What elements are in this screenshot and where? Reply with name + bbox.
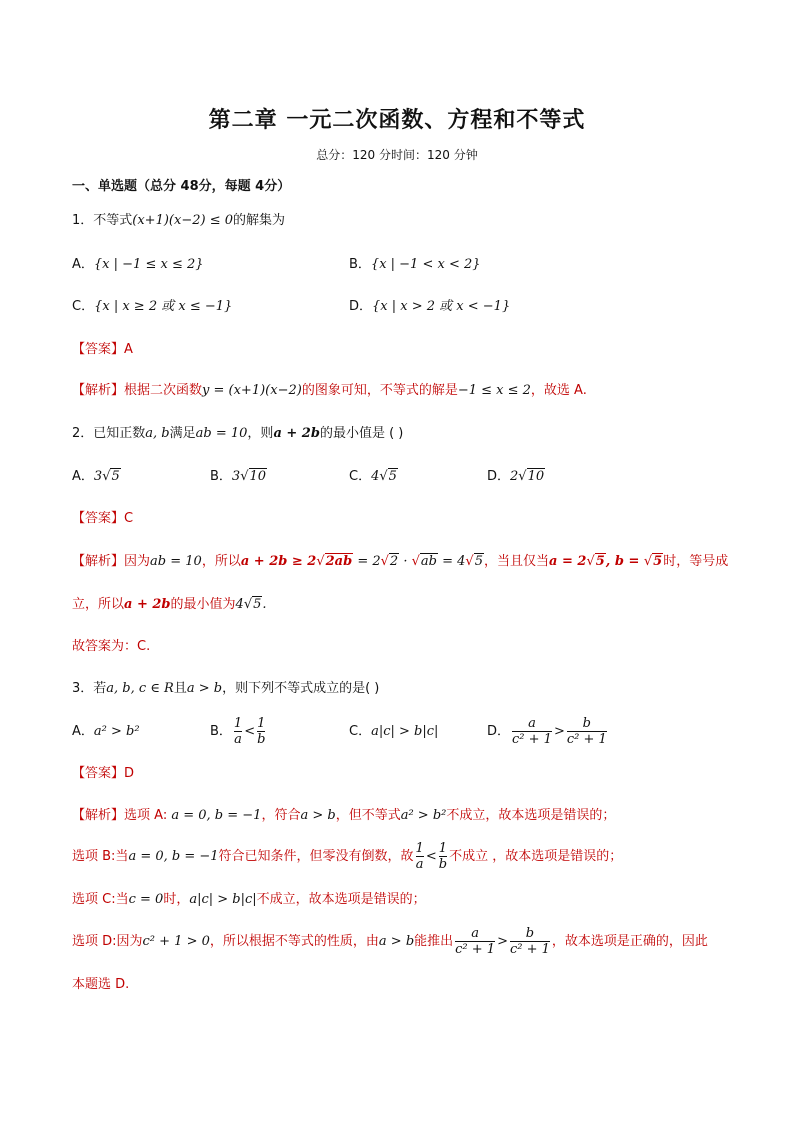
text: 选项 D:因为 <box>72 934 143 949</box>
text: 能推出 <box>414 934 454 949</box>
text: 因为 <box>124 554 151 569</box>
fraction <box>439 841 447 872</box>
analysis-label: 【解析】 <box>72 554 125 569</box>
numerator: 1 <box>257 716 266 731</box>
option-math: a² > b² <box>93 724 140 739</box>
q1-option-c <box>72 298 232 316</box>
option-label: A． <box>72 724 94 739</box>
numerator: 1 <box>233 716 243 731</box>
q3-analysis-d <box>72 922 708 962</box>
operator: < <box>425 849 437 864</box>
radicand: 10 <box>249 469 267 484</box>
denominator: a <box>234 732 242 747</box>
text: ，当且仅当 <box>484 554 550 569</box>
text: ，所以 <box>201 554 241 569</box>
option-label: B． <box>349 257 371 272</box>
option-label: A． <box>72 469 94 484</box>
math: a + 2b <box>273 426 320 441</box>
text: 不成立 ，故本选项是错误的； <box>449 849 623 864</box>
math: a, b, c ∈ R <box>106 681 174 696</box>
text: ，故本选项是正确的，因此 <box>551 934 708 949</box>
q2-option-c: C．4√5 <box>349 469 397 484</box>
answer-label: 【答案】 <box>72 766 125 781</box>
answer-value: D <box>124 766 135 781</box>
text: 3．若 <box>72 681 107 696</box>
math: . <box>262 597 267 612</box>
option-math: {x | −1 < x < 2} <box>370 257 481 272</box>
answer-label: 【答案】 <box>72 342 125 357</box>
q2-analysis-line1: 【解析】因为ab = 10，所以a + 2b ≥ 2√2ab = 2√2 · √ab = 4√5，当且仅当a = 2√5, b = √5时，等号成 <box>72 554 729 569</box>
math: a + 2b <box>124 597 171 612</box>
text: ，但不等式 <box>335 808 401 823</box>
numerator: a <box>471 926 479 941</box>
radicand: ab <box>420 554 437 569</box>
question-1 <box>72 212 285 230</box>
text: 不成立，故本选项是错误的； <box>256 892 426 907</box>
page-title: 第二章 一元二次函数、方程和不等式 <box>208 107 586 133</box>
q1-option-b <box>349 256 481 274</box>
math: −1 ≤ x ≤ 2 <box>457 383 531 398</box>
q1-prefix: 1．不等式 <box>72 213 133 228</box>
q2-conclusion: 故答案为：C. <box>72 639 151 654</box>
text: 2．已知正数 <box>72 426 146 441</box>
denominator: c² + 1 <box>566 732 607 747</box>
option-label: D． <box>487 724 511 739</box>
numerator: b <box>525 926 535 941</box>
option-math: a|c| > b|c| <box>371 724 439 739</box>
text: 不成立，故本选项是错误的； <box>446 808 616 823</box>
radicand: 5 <box>253 597 262 612</box>
text: 满足 <box>169 426 196 441</box>
math: a = 2 <box>549 554 587 569</box>
text: 选项 B:当 <box>72 849 129 864</box>
math: a = 0, b = −1 <box>171 808 262 823</box>
text: 且 <box>173 681 187 696</box>
fraction <box>567 716 607 747</box>
fraction <box>455 926 495 957</box>
option-label: C． <box>72 299 95 314</box>
coef: 3 <box>93 469 103 484</box>
q2-answer <box>72 510 133 528</box>
option-math: {x | x ≥ 2 或 x ≤ −1} <box>94 299 233 314</box>
denominator: c² + 1 <box>509 942 550 957</box>
fraction <box>510 926 550 957</box>
fraction <box>416 841 424 872</box>
coef: 4 <box>371 469 380 484</box>
text: 的最小值为 <box>170 597 236 612</box>
numerator: 1 <box>438 841 448 856</box>
math: · <box>399 554 412 569</box>
option-label: D． <box>349 299 373 314</box>
q1-analysis <box>72 382 587 400</box>
q3-option-b <box>210 712 267 752</box>
math: a|c| > b|c| <box>189 892 257 907</box>
q2-option-b: B．3√10 <box>210 469 267 484</box>
q3-option-d <box>487 712 609 752</box>
option-label: C． <box>349 724 372 739</box>
numerator: 1 <box>415 841 424 856</box>
q2-option-d: D．2√10 <box>487 469 545 484</box>
math: ab = 10 <box>150 554 202 569</box>
radicand: 5 <box>595 554 605 569</box>
text: 立，所以 <box>72 597 125 612</box>
q3-conclusion: 本题选 D. <box>72 977 130 992</box>
math: a, b <box>145 426 170 441</box>
radicand: 5 <box>388 469 397 484</box>
text: ，符合 <box>261 808 301 823</box>
option-label: B． <box>210 724 232 739</box>
fraction <box>257 716 265 747</box>
radicand: 5 <box>111 469 120 484</box>
math: c² + 1 > 0 <box>142 934 210 949</box>
text: 时，等号成 <box>663 554 729 569</box>
question-2 <box>72 425 403 443</box>
math: , b = <box>605 554 644 569</box>
text: 选项 C:当 <box>72 892 129 907</box>
math: c = 0 <box>128 892 164 907</box>
q1-option-d <box>349 298 510 316</box>
q1-option-a <box>72 256 204 274</box>
math: a + 2b ≥ 2 <box>240 554 317 569</box>
text: 符合已知条件，但零没有倒数，故 <box>218 849 414 864</box>
option-label: D． <box>487 469 511 484</box>
option-label: A． <box>72 257 94 272</box>
exam-info: 总分：120 分时间：120 分钟 <box>316 148 478 162</box>
q1-answer <box>72 341 133 359</box>
q3-analysis-b <box>72 837 622 877</box>
math: = 2 <box>353 554 381 569</box>
operator: > <box>497 934 508 949</box>
denominator: b <box>257 732 266 747</box>
text: 的图象可知，不等式的解是 <box>301 383 458 398</box>
option-math: {x | −1 ≤ x ≤ 2} <box>93 257 204 272</box>
q3-option-c <box>349 723 438 741</box>
denominator: a <box>415 857 424 872</box>
radicand: 5 <box>653 554 663 569</box>
answer-value: C <box>124 511 134 526</box>
q3-option-a <box>72 723 140 741</box>
text: 的最小值是 ( ) <box>319 426 404 441</box>
text: ，则下列不等式成立的是( ) <box>222 681 380 696</box>
math: a² > b² <box>400 808 447 823</box>
answer-label: 【答案】 <box>72 511 125 526</box>
text: ，所以根据不等式的性质，由 <box>209 934 379 949</box>
denominator: c² + 1 <box>512 732 552 747</box>
q2-option-a: A．3√5 <box>72 469 120 484</box>
radicand: 2ab <box>325 554 353 569</box>
answer-value: A <box>124 342 133 357</box>
analysis-label: 【解析】 <box>72 383 125 398</box>
text: ，则 <box>247 426 274 441</box>
math: a = 0, b = −1 <box>128 849 219 864</box>
q3-answer <box>72 765 134 783</box>
q1-suffix: 的解集为 <box>233 213 286 228</box>
numerator: b <box>582 716 591 731</box>
text: 根据二次函数 <box>124 383 203 398</box>
denominator: c² + 1 <box>455 942 496 957</box>
section-heading: 一、单选题（总分 48分，每题 4分） <box>72 179 291 194</box>
operator: < <box>244 724 256 739</box>
q3-analysis-c <box>72 891 426 909</box>
numerator: a <box>528 716 536 731</box>
text: 时， <box>163 892 190 907</box>
analysis-label: 【解析】 <box>72 808 125 823</box>
q2-analysis-line2: 立，所以a + 2b的最小值为4√5. <box>72 597 267 612</box>
q1-expr: (x+1)(x−2) ≤ 0 <box>132 213 233 228</box>
option-math: {x | x > 2 或 x < −1} <box>372 299 511 314</box>
math: 4 <box>235 597 244 612</box>
coef: 3 <box>231 469 241 484</box>
radicand: 10 <box>527 469 545 484</box>
operator: > <box>553 724 565 739</box>
coef: 2 <box>510 469 519 484</box>
text: 选项 A: <box>124 808 168 823</box>
fraction <box>512 716 552 747</box>
fraction <box>234 716 242 747</box>
math: a > b <box>186 681 223 696</box>
math: a > b <box>300 808 336 823</box>
denominator: b <box>438 857 448 872</box>
math: a > b <box>378 934 415 949</box>
option-label: B． <box>210 469 232 484</box>
math: y = (x+1)(x−2) <box>202 383 302 398</box>
math: ab = 10 <box>195 426 248 441</box>
text: ，故选 A. <box>530 383 587 398</box>
question-3 <box>72 680 379 698</box>
q3-analysis-a <box>72 807 615 825</box>
option-label: C． <box>349 469 372 484</box>
math: = 4 <box>437 554 466 569</box>
radicand: 5 <box>474 554 483 569</box>
radicand: 2 <box>389 554 399 569</box>
